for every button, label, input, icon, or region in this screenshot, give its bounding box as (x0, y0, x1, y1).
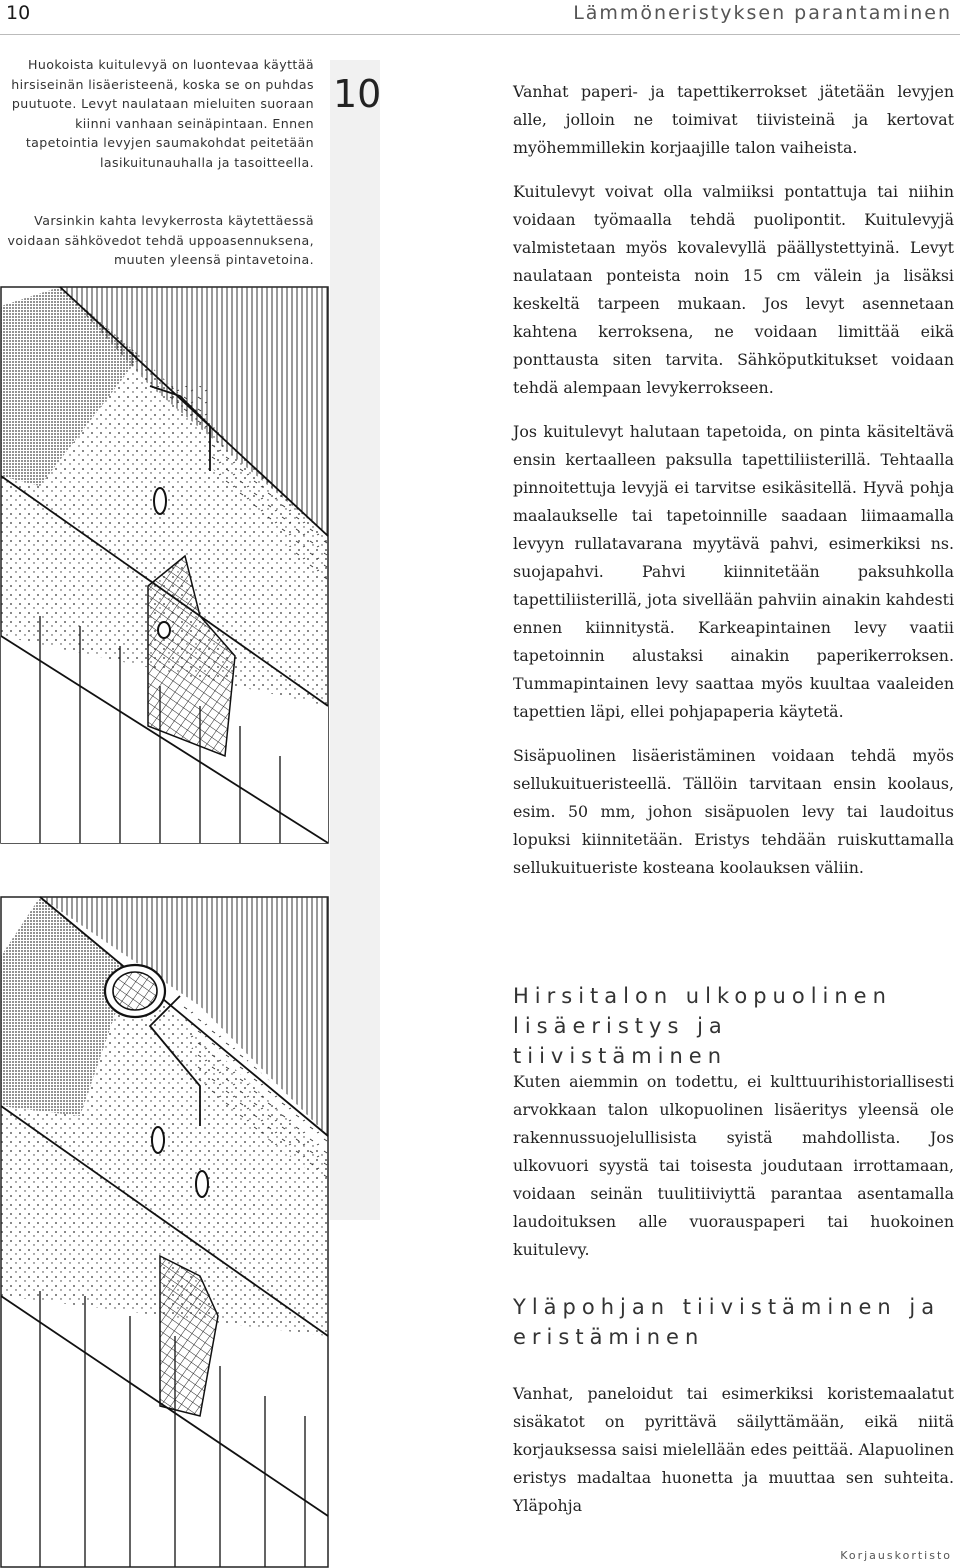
figure-caption-secondary: Varsinkin kahta levykerrosta käytettäessä voidaan sähkövedot tehdä uppoasennuksena, muuten yleensä pintavetoina. (7, 213, 314, 267)
footer-label: Korjauskortisto (840, 1549, 952, 1562)
body-paragraph: Sisäpuolinen lisäeristäminen voidaan tehdä myös sellukuitueristeellä. Tällöin tarvitaan ensin koolaus, esim. 50 mm, johon sisäpuolen levy tai laudoitus lopuksi kiinnitetään. Eristys tehdään ruiskuttamalla sellukuitueriste kosteana koolauksen väliin. (513, 746, 954, 877)
running-title: Lämmöneristyksen parantaminen (573, 2, 952, 24)
wall-panel-illustration-upper (0, 286, 330, 846)
body-paragraph: Kuitulevyt voivat olla valmiiksi pontattuja tai niihin voidaan työmaalla tehdä puolipontit. Kuitulevyjä valmistetaan myös kovalevyllä päällystettyinä. Levyt naulataan ponteista noin 15 cm välein ja lisäksi keskeltä tarpeen mukaan. Jos levyt asennetaan kahtena kerroksena, ne voidaan limittää eikä ponttausta siten tarvita. Sähköputkitukset voidaan tehdä alempaan levykerrokseen. (513, 182, 954, 397)
body-paragraph: Jos kuitulevyt halutaan tapetoida, on pinta käsiteltävä ensin kertaalleen paksulla tapettiliisterillä. Tehtaalla pinnoitettuja levyjä ei tarvitse esikäsitellä. Hyvä pohja maalaukselle tai tapetoinnille saadaan liimaamalla levyyn rullatavarana myytävä pahvi, esimerkiksi ns. suojapahvi. Pahvi kiinnitetään paksuhkolla tapettiliisterillä, jota sivellään pahviin ainakin kahdesti ennen kiinnitystä. Karkeapintainen levy vaatii tapetoinnin alustaksi ainakin paperikerroksen. Tummapintainen levy saattaa myös kuultaa vaaleiden tapettien läpi, ellei pohjapaperia käytetä. (513, 422, 954, 721)
section-paragraph: Kuten aiemmin on todettu, ei kulttuurihistoriallisesti arvokkaan talon ulkopuolinen lisäeritys yleensä ole rakennussuojelullisista syistä mahdollista. Jos ulkovuori syystä tai toisesta joudutaan irrottamaan, voidaan seinän tuulitiiviyttä parantaa asentamalla laudoituksen alle vuorauspaperi tai huokoinen kuitulevy. (513, 1072, 954, 1259)
figure-caption: Huokoista kuitulevyä on luontevaa käyttää hirsiseinän lisäeristeenä, koska se on puhdas puutuote. Levyt naulataan mieluiten suoraan kiinni vanhaan seinäpintaan. Ennen tapetointia levyjen saumakohdat peitetään lasikuitunauhalla ja tasoitteella. (11, 57, 314, 170)
figure-number: 10 (333, 72, 382, 116)
body-text-column (513, 78, 954, 898)
figure-number-column (330, 60, 380, 1220)
header-divider (0, 34, 960, 35)
page-number: 10 (6, 2, 31, 24)
wall-panel-illustration-lower (0, 896, 330, 1568)
body-paragraph: Vanhat paperi- ja tapettikerrokset jätetään levyjen alle, jolloin ne toimivat tiivisteinä ja kertovat myöhemmillekin korjaajille talon vaiheista. (513, 82, 954, 157)
section-heading: Hirsitalon ulkopuolinen lisäeristys ja tiivistäminen (513, 984, 892, 1068)
section-heading: Yläpohjan tiivistäminen ja eristäminen (513, 1295, 941, 1349)
section-paragraph: Vanhat, paneloidut tai esimerkiksi koristemaalatut sisäkatot on pyrittävä säilyttämään, eikä niitä korjauksessa saisi mielellään edes peittää. Alapuolinen eristys madaltaa huonetta ja muuttaa sen suhteita. Yläpohja (513, 1384, 954, 1515)
